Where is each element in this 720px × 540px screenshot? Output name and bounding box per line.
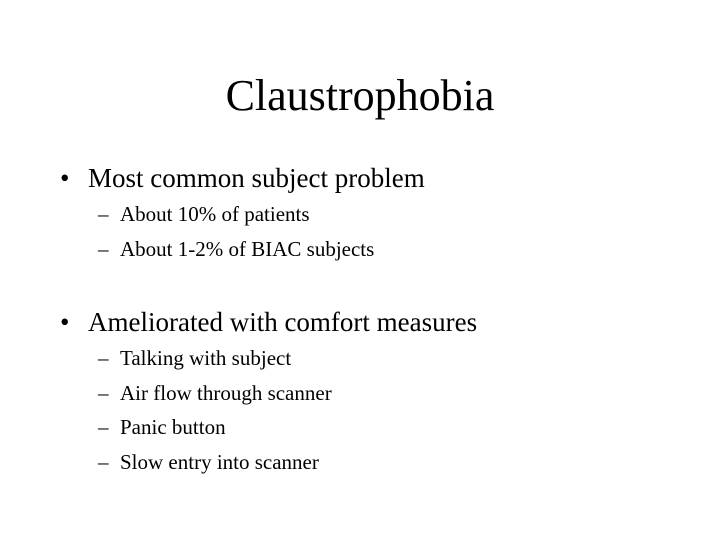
sub-bullet-item (98, 236, 374, 262)
sub-bullet-item (98, 345, 291, 371)
sub-bullet-marker: – (98, 381, 109, 405)
sub-bullet-text: About 10% of patients (120, 202, 310, 226)
sub-bullet-text: Air flow through scanner (120, 381, 332, 405)
sub-bullet-item (98, 449, 319, 475)
bullet-marker: • (60, 307, 70, 337)
sub-bullet-item (98, 380, 332, 406)
bullet-marker: • (60, 163, 70, 193)
slide-title: Claustrophobia (225, 71, 495, 120)
sub-bullet-marker: – (98, 346, 109, 370)
bullet-text: Ameliorated with comfort measures (88, 307, 478, 337)
sub-bullet-text: Talking with subject (120, 346, 292, 370)
bullet-item (60, 306, 477, 338)
sub-bullet-text: Slow entry into scanner (120, 450, 319, 474)
sub-bullet-marker: – (98, 415, 109, 439)
sub-bullet-item (98, 201, 310, 227)
sub-bullet-item (98, 414, 226, 440)
sub-bullet-marker: – (98, 237, 109, 261)
bullet-text: Most common subject problem (88, 163, 425, 193)
sub-bullet-marker: – (98, 450, 109, 474)
bullet-item (60, 162, 425, 194)
sub-bullet-text: About 1-2% of BIAC subjects (120, 237, 375, 261)
sub-bullet-marker: – (98, 202, 109, 226)
sub-bullet-text: Panic button (120, 415, 226, 439)
